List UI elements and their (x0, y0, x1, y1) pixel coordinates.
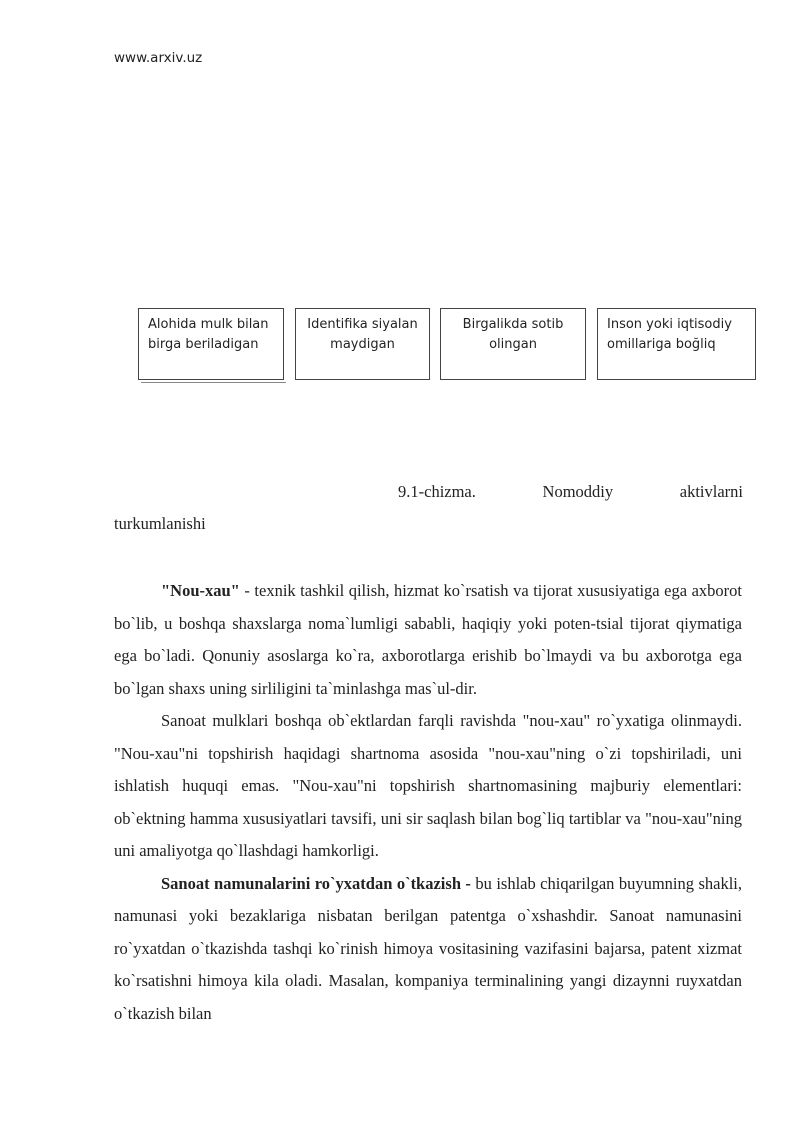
figure-caption-continuation: turkumlanishi (114, 514, 206, 533)
paragraph-text: - texnik tashkil qilish, hizmat ko`rsatish va tijorat xususiyatiga ega axborot bo`lib, u boshqa shaxslarga noma`lumligi sababli, haqiqiy yoki poten-tsial tijorat qiymatiga ega bo`ladi. Qonuniy asoslarga ko`ra, axborotlarga erishib bo`lmaydi va bu axborotga ega bo`lgan shaxs uning sirliligini ta`minlashga mas`ul-dir. (114, 581, 742, 698)
body-text (114, 575, 742, 1030)
paragraph-text: Sanoat mulklari boshqa ob`ektlardan farqli ravishda "nou-xau" ro`yxatiga olinmaydi. "Nou-xau"ni topshirish haqidagi shartnoma asosida "nou-xau"ning o`zi topshiriladi, uni ishlatish huquqi emas. "Nou-xau"ni topshirish shartnomasining majburiy elementlari: ob`ektning hamma xususiyatlari tavsifi, uni sir saqlash bilan bog`liq tartiblar va "nou-xau"ning uni amaliyotga qo`llashdagi hamkorligi. (114, 711, 742, 860)
diagram-box-jointly-purchased: Birgalikda sotib olingan (440, 308, 586, 380)
diagram-box-unidentifiable: Identifika siyalanmaydigan (295, 308, 430, 380)
site-url[interactable]: www.arxiv.uz (114, 50, 203, 66)
paragraph-industrial-property (114, 705, 742, 868)
figure-caption: 9.1-chizma. Nomoddiy aktivlarni (398, 482, 743, 501)
paragraph-industrial-design (114, 868, 742, 1031)
diagram-box-human-economic-factors: Inson yoki iqtisodiy omillariga boğliq (597, 308, 756, 380)
diagram-box-separate-property: Alohida mulk bilan birga beriladigan (138, 308, 284, 380)
paragraph-text: bu ishlab chiqarilgan buyumning shakli, namunasi yoki bezaklariga nisbatan berilgan patentga o`xshashdir. Sanoat namunasini ro`yxatdan o`tkazishda tashqi ko`rinish himoya vositasining vazifasini bajarsa, patent xizmat ko`rsatishni himoya kila oladi. Masalan, kompaniya terminalining yangi dizaynni ruyxatdan o`tkazish bilan (114, 873, 742, 1023)
paragraph-know-how (114, 575, 742, 705)
term-industrial-design-registration: Sanoat namunalarini ro`yxatdan o`tkazish - (161, 873, 471, 893)
term-know-how: "Nou-xau" (161, 581, 240, 600)
